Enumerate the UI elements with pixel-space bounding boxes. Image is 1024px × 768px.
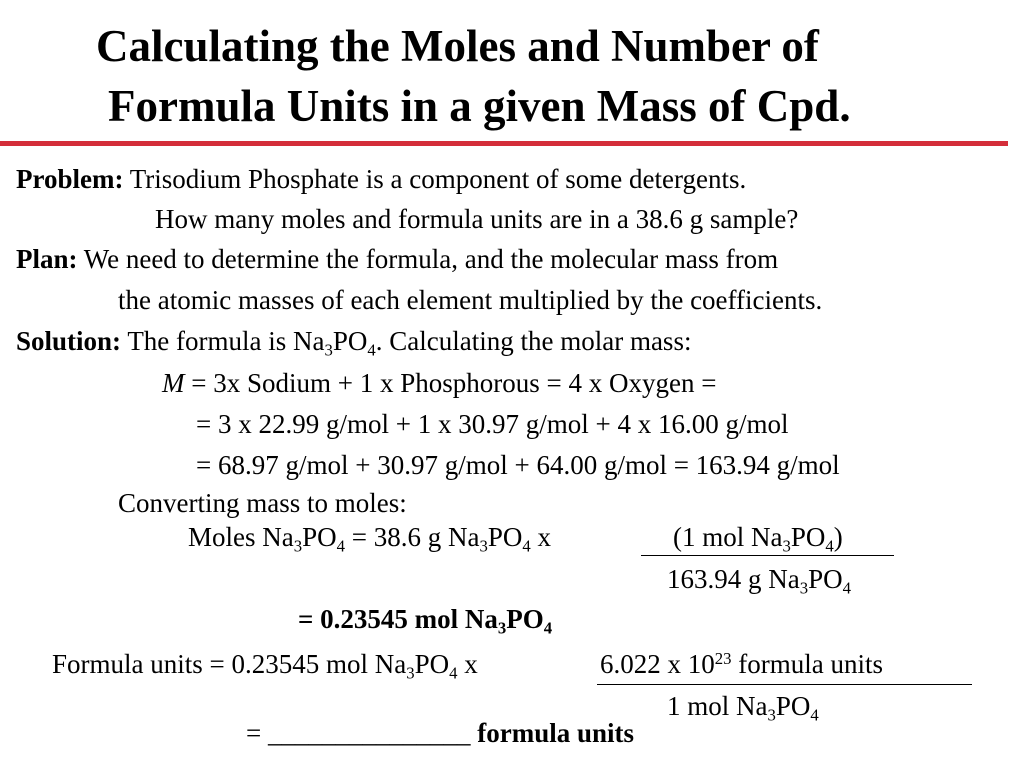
molar-mass-line-3: = 68.97 g/mol + 30.97 g/mol + 64.00 g/mol = 163.94 g/mol <box>196 450 840 480</box>
plan-line-2: the atomic masses of each element multiplied by the coefficients. <box>118 285 823 315</box>
molar-mass-symbol: M <box>162 368 185 398</box>
slide-title-line-1: Calculating the Moles and Number of <box>96 21 819 71</box>
problem-line-2: How many moles and formula units are in a 38.6 g sample? <box>155 204 799 234</box>
plan-line-1 <box>16 243 778 275</box>
moles-fraction-numerator: (1 mol $Na_3PO_4$) <box>673 522 843 556</box>
moles-fraction-denominator: 163.94 g $Na_3PO_4$ <box>667 564 851 598</box>
formula-units-numerator: 6.022 x $10^{23}$ formula units <box>600 648 883 679</box>
molar-mass-line-1: M = 3x Sodium + 1 x Phosphorous = 4 x Oxygen = <box>162 368 717 398</box>
plan-text-1: We need to determine the formula, and the molecular mass from <box>83 244 779 274</box>
formula-units-fraction-bar <box>597 684 972 685</box>
plan-label: Plan: <box>16 244 78 274</box>
molar-mass-line-2: = 3 x 22.99 g/mol + 1 x 30.97 g/mol + 4 x 16.00 g/mol <box>196 409 789 439</box>
moles-result: = 0.23545 mol $Na_3PO_4$ <box>298 604 553 638</box>
problem-line-1 <box>16 163 746 195</box>
formula-units-equation: Formula units = 0.23545 mol $Na_3PO_4$ x <box>52 649 478 683</box>
solution-line: Solution: The formula is $Na_3PO_4$. Calculating the molar mass: <box>16 326 692 360</box>
converting-label: Converting mass to moles: <box>118 488 407 518</box>
moles-fraction-bar <box>641 555 894 556</box>
formula-units-denominator: 1 mol $Na_3PO_4$ <box>667 691 819 725</box>
formula-units-result: = _______________ formula units <box>246 718 635 748</box>
problem-text-1: Trisodium Phosphate is a component of some detergents. <box>129 164 747 194</box>
solution-label: Solution: <box>16 326 122 356</box>
problem-label: Problem: <box>16 164 124 194</box>
slide-title-line-2: Formula Units in a given Mass of Cpd. <box>108 81 851 131</box>
title-divider <box>0 141 1008 146</box>
answer-blank: = _______________ <box>246 718 471 748</box>
moles-equation: Moles $Na_3PO_4 = 38.6$ g $Na_3PO_4$ x <box>188 522 551 556</box>
